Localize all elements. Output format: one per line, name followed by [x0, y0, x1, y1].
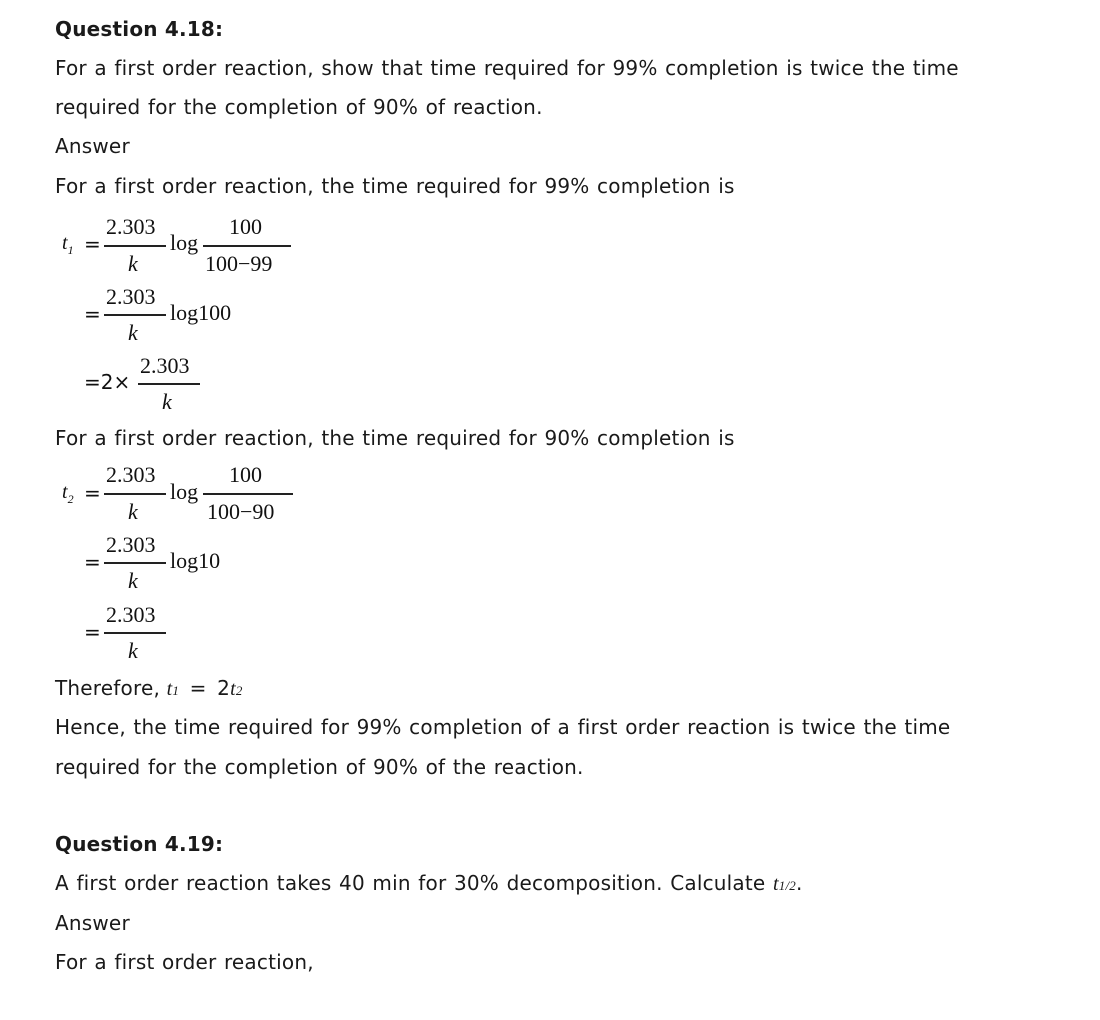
question-4-18-text-line1: For a first order reaction, show that time required for 99% completion is twice the time	[55, 56, 959, 80]
fraction-bar	[104, 562, 166, 564]
fraction-numerator: 2.303	[140, 353, 190, 378]
question-4-19-title: Question 4.19:	[55, 832, 224, 856]
equals-sign: =2×	[84, 370, 131, 394]
equals-sign: =	[84, 232, 101, 256]
t2-inline: t2	[230, 678, 243, 700]
fraction-denominator: 100−99	[205, 251, 273, 276]
question-4-19-text: A first order reaction takes 40 min for 30% decomposition. Calculate t1/2.	[55, 871, 803, 895]
question-4-18-text-line2: required for the completion of 90% of reaction.	[55, 95, 543, 119]
conclusion-line2: required for the completion of 90% of the reaction.	[55, 755, 584, 779]
t2-symbol: $t_2$	[62, 481, 74, 506]
equals-sign: =	[84, 302, 101, 326]
fraction-denominator: k	[128, 568, 138, 593]
t1-inline: t1	[166, 678, 180, 700]
fraction-denominator: 100−90	[207, 499, 275, 524]
fraction-numerator: 2.303	[106, 462, 156, 487]
fraction-numerator: 100	[229, 462, 262, 487]
fraction-bar	[104, 314, 166, 316]
log-text: log100	[170, 300, 232, 325]
answer-label-4-19: Answer	[55, 911, 130, 935]
fraction-numerator: 100	[229, 214, 262, 239]
fraction-bar	[203, 245, 291, 247]
fraction-numerator: 2.303	[106, 602, 156, 627]
fraction-denominator: k	[128, 499, 138, 524]
intro-90-completion: For a first order reaction, the time required for 90% completion is	[55, 426, 735, 450]
fraction-numerator: 2.303	[106, 532, 156, 557]
fraction-bar	[104, 493, 166, 495]
fraction-denominator: k	[162, 389, 172, 414]
fraction-numerator: 2.303	[106, 214, 156, 239]
equals-sign: =	[84, 481, 101, 505]
t-half-symbol: t1/2	[773, 873, 796, 895]
conclusion-line1: Hence, the time required for 99% completion of a first order reaction is twice the time	[55, 715, 951, 739]
fraction-bar	[138, 383, 200, 385]
fraction-denominator: k	[128, 320, 138, 345]
question-4-18-title: Question 4.18:	[55, 17, 224, 41]
intro-99-completion: For a first order reaction, the time required for 99% completion is	[55, 174, 735, 198]
question-4-19-answer-intro: For a first order reaction,	[55, 950, 314, 974]
fraction-bar	[104, 245, 166, 247]
equals-sign: =	[84, 620, 101, 644]
log-text: log	[170, 230, 199, 255]
log-text: log	[170, 479, 199, 504]
fraction-bar	[203, 493, 293, 495]
fraction-denominator: k	[128, 251, 138, 276]
equals-sign: =	[84, 550, 101, 574]
t1-symbol: $t_1$	[62, 232, 74, 257]
log-text: log10	[170, 548, 221, 573]
therefore-statement: Therefore, t1 = 2t2	[55, 676, 243, 700]
answer-label: Answer	[55, 134, 130, 158]
fraction-denominator: k	[128, 638, 138, 663]
fraction-bar	[104, 632, 166, 634]
fraction-numerator: 2.303	[106, 284, 156, 309]
